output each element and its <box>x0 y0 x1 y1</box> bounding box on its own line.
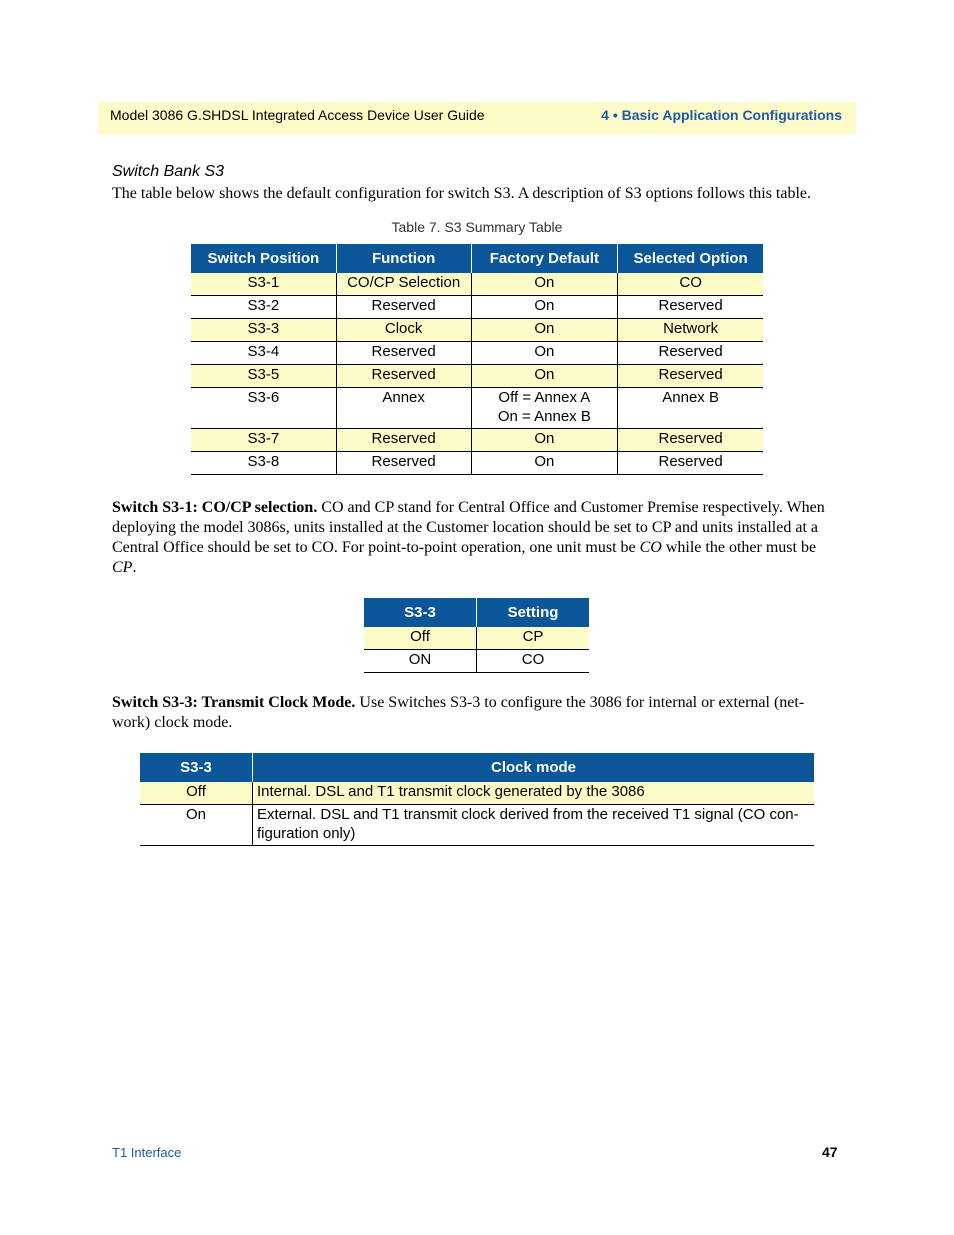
table-cell: Reserved <box>336 365 471 388</box>
s3-1-text: while the other must be <box>661 539 817 556</box>
col-header: S3-3 <box>140 753 253 782</box>
s3-1-em-cp: CP <box>112 559 133 576</box>
table-row <box>191 273 763 296</box>
table-cell: S3-4 <box>191 342 336 365</box>
table-cell: On <box>471 319 618 342</box>
col-header: Selected Option <box>618 244 763 273</box>
table-row <box>191 319 763 342</box>
header-chapter: 4 • Basic Application Configurations <box>601 107 842 123</box>
table-header-row <box>191 244 763 273</box>
table-cell: Off <box>364 627 477 650</box>
table-cell: S3-5 <box>191 365 336 388</box>
table-row <box>191 365 763 388</box>
table-cell: CO <box>477 650 590 673</box>
col-header: Setting <box>477 598 590 627</box>
table-cell: S3-1 <box>191 273 336 296</box>
table-row <box>364 627 589 650</box>
table-cell: Reserved <box>336 429 471 452</box>
col-header: Factory Default <box>471 244 618 273</box>
table-row <box>191 388 763 429</box>
table-cell: On <box>471 296 618 319</box>
s3-3-paragraph <box>112 693 834 733</box>
col-header: Function <box>336 244 471 273</box>
table-header-row <box>364 598 589 627</box>
footer-section: T1 Interface <box>112 1145 182 1160</box>
table-cell: CP <box>477 627 590 650</box>
table-cell: Reserved <box>618 429 763 452</box>
header-doc-title: Model 3086 G.SHDSL Integrated Access Device User Guide <box>110 107 485 123</box>
table-cell: CO <box>618 273 763 296</box>
table-row <box>140 782 814 805</box>
table-cell: S3-8 <box>191 452 336 475</box>
intro-paragraph: The table below shows the default configuration for switch S3. A description of S3 options follows this table. <box>112 185 812 202</box>
table-cell: CO/CP Selection <box>336 273 471 296</box>
table-cell: ON <box>364 650 477 673</box>
col-header: S3-3 <box>364 598 477 627</box>
table-cell <box>471 388 618 429</box>
cell-line: Off = Annex A <box>498 389 591 406</box>
table-row <box>140 805 814 846</box>
s3-3-text: Use Switches S3-3 to configure the 3086 for internal or external (net- work) clock mode. <box>112 694 805 731</box>
table-cell: External. DSL and T1 transmit clock derived from the received T1 signal (CO con- figuration only) <box>253 805 815 846</box>
s3-1-paragraph <box>112 498 842 578</box>
s3-summary-table <box>191 244 763 475</box>
page-number: 47 <box>822 1144 838 1160</box>
table-cell: Reserved <box>336 452 471 475</box>
s3-1-text: CO and CP stand for Central Office and Customer Premise respectively. When deploying the model 3086s, units installed at the Customer location should be set to CP and units installed at a Central Office should be set to CO. For point-to-point operation, one unit must be <box>112 499 825 556</box>
table-cell: S3-2 <box>191 296 336 319</box>
clock-mode-table <box>140 753 814 846</box>
table-cell: Network <box>618 319 763 342</box>
s3-1-text: . <box>132 559 137 576</box>
table-cell: Internal. DSL and T1 transmit clock generated by the 3086 <box>253 782 815 805</box>
table-header-row <box>140 753 814 782</box>
table-row <box>191 429 763 452</box>
table-cell: Clock <box>336 319 471 342</box>
table-cell: S3-7 <box>191 429 336 452</box>
table-row <box>191 452 763 475</box>
table-cell: S3-3 <box>191 319 336 342</box>
section-title: Switch Bank S3 <box>112 163 225 180</box>
s3-1-em-co: CO <box>639 539 662 556</box>
table-cell: Reserved <box>618 365 763 388</box>
table-cell: Reserved <box>618 452 763 475</box>
table-cell: On <box>471 273 618 296</box>
table-cell: On <box>471 342 618 365</box>
page-header <box>98 102 856 134</box>
table-cell: On <box>471 429 618 452</box>
col-header: Switch Position <box>191 244 336 273</box>
table-cell: Reserved <box>618 342 763 365</box>
table-cell: Reserved <box>618 296 763 319</box>
table-cell: S3-6 <box>191 388 336 429</box>
table-row <box>191 342 763 365</box>
col-header: Clock mode <box>253 753 815 782</box>
table-cell: Reserved <box>336 342 471 365</box>
table-row <box>364 650 589 673</box>
table-cell: Annex <box>336 388 471 429</box>
s3-1-heading: Switch S3-1: CO/CP selection. <box>112 499 318 516</box>
table-row <box>191 296 763 319</box>
cell-line: On = Annex B <box>497 408 591 425</box>
table-caption: Table 7. S3 Summary Table <box>391 219 563 235</box>
table-cell: On <box>140 805 253 846</box>
table-cell: Off <box>140 782 253 805</box>
table-cell: Annex B <box>618 388 763 429</box>
s3-3-heading: Switch S3-3: Transmit Clock Mode. <box>112 694 356 711</box>
table-cell: Reserved <box>336 296 471 319</box>
s3-3-setting-table <box>364 598 589 673</box>
table-cell: On <box>471 452 618 475</box>
table-cell: On <box>471 365 618 388</box>
